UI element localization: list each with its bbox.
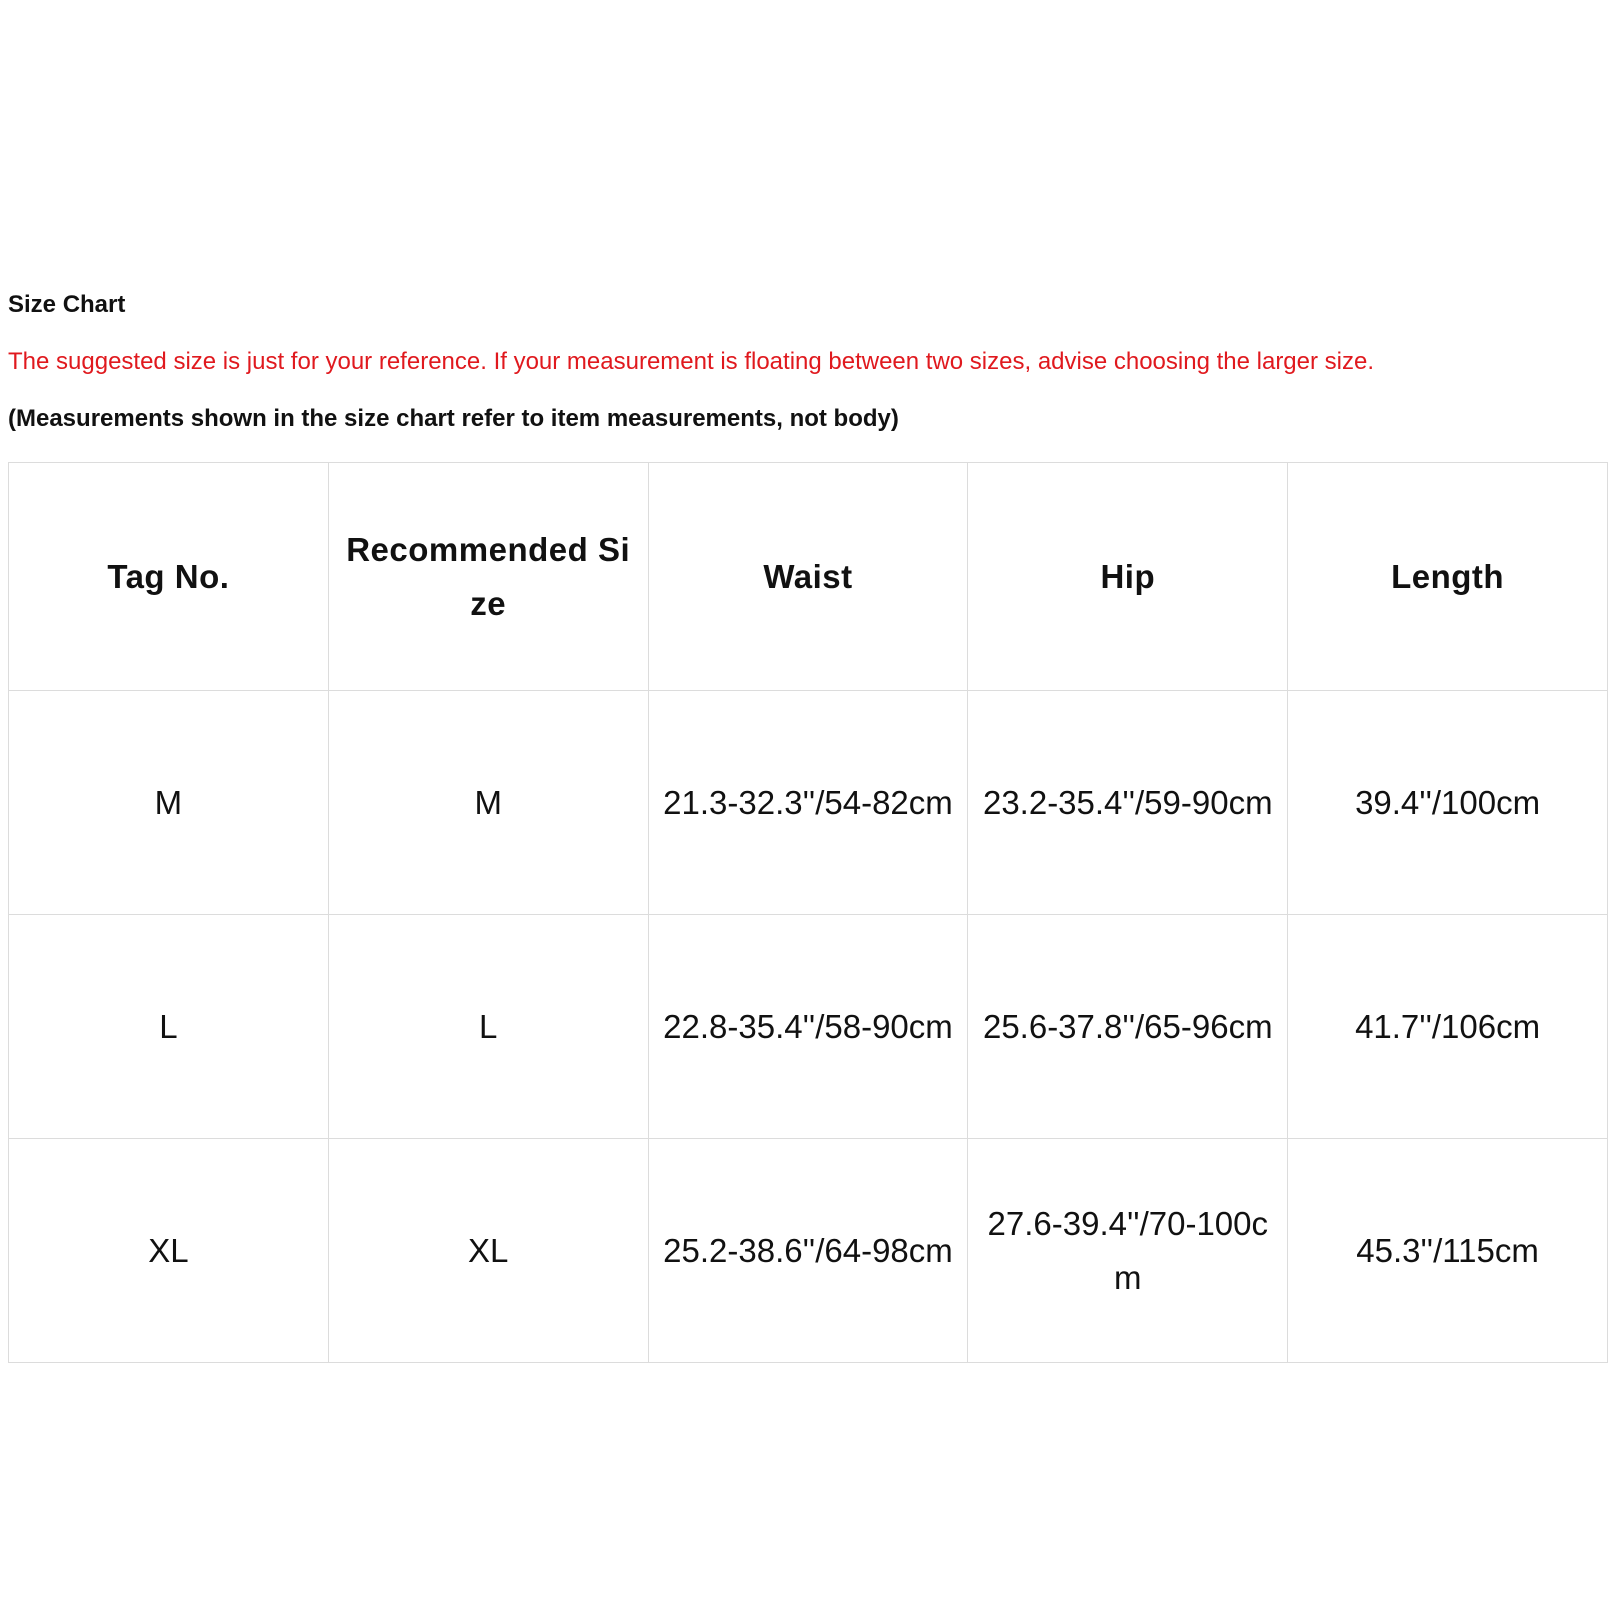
table-header-row	[9, 463, 1608, 691]
cell-tag-no: XL	[9, 1139, 329, 1363]
table-row	[9, 691, 1608, 915]
cell-recommended-size: M	[328, 691, 648, 915]
cell-length: 41.7''/106cm	[1288, 915, 1608, 1139]
header-length: Length	[1288, 463, 1608, 691]
cell-hip: 23.2-35.4''/59-90cm	[968, 691, 1288, 915]
size-advice-note: The suggested size is just for your reference. If your measurement is floating between two sizes, advise choosing the larger size.	[8, 348, 1375, 375]
cell-waist: 22.8-35.4''/58-90cm	[648, 915, 968, 1139]
table-row	[9, 915, 1608, 1139]
measurement-note: (Measurements shown in the size chart refer to item measurements, not body)	[8, 405, 899, 432]
size-chart-table	[8, 462, 1608, 1363]
header-hip: Hip	[968, 463, 1288, 691]
header-recommended-size: Recommended Size	[328, 463, 648, 691]
table-row	[9, 1139, 1608, 1363]
page-title: Size Chart	[8, 291, 126, 318]
cell-recommended-size: XL	[328, 1139, 648, 1363]
cell-waist: 21.3-32.3''/54-82cm	[648, 691, 968, 915]
cell-tag-no: M	[9, 691, 329, 915]
cell-recommended-size: L	[328, 915, 648, 1139]
cell-length: 39.4''/100cm	[1288, 691, 1608, 915]
cell-length: 45.3''/115cm	[1288, 1139, 1608, 1363]
cell-tag-no: L	[9, 915, 329, 1139]
header-waist: Waist	[648, 463, 968, 691]
cell-hip: 27.6-39.4''/70-100cm	[968, 1139, 1288, 1363]
cell-waist: 25.2-38.6''/64-98cm	[648, 1139, 968, 1363]
header-tag-no: Tag No.	[9, 463, 329, 691]
cell-hip: 25.6-37.8''/65-96cm	[968, 915, 1288, 1139]
